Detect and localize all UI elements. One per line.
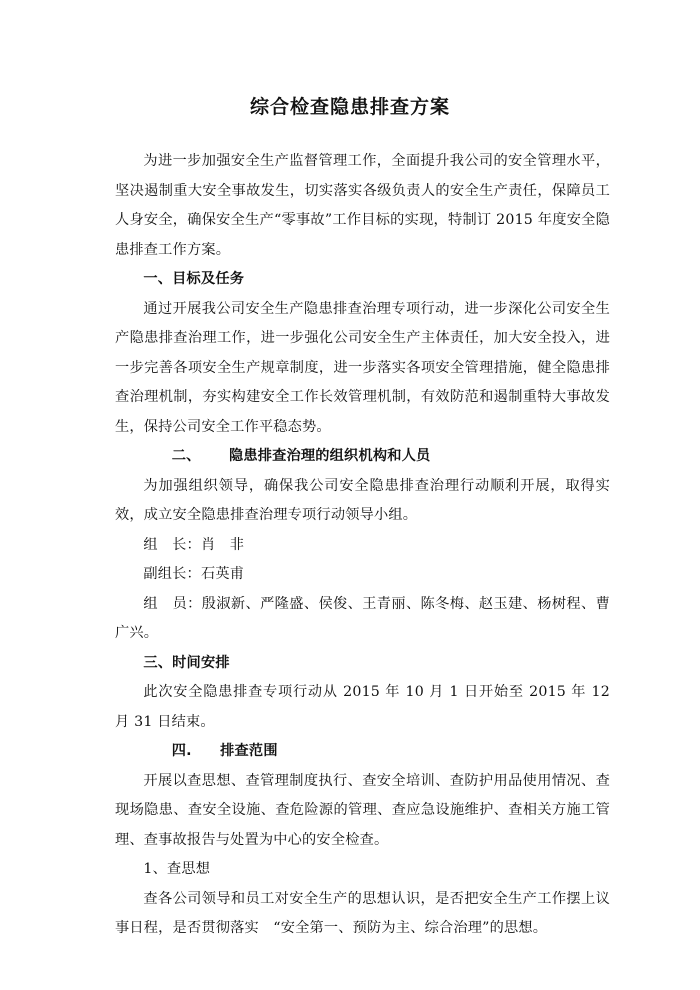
goals-paragraph: 通过开展我公司安全生产隐患排查治理专项行动，进一步深化公司安全生产隐患排查治理工作，进一步强化公司安全生产主体责任，加大安全投入，进一步完善各项安全生产规章制度，进一步落实各项安全管理措施，健全隐患排查治理机制，夯实构建安全工作长效管理机制，有效防范和遏制重特大事故发生，保持公司安全工作平稳态势。 [115, 300, 610, 435]
item-text-check-thinking: 查各公司领导和员工对安全生产的思想认识，是否把安全生产工作摆上议事日程，是否贯彻落实 “安全第一、预防为主、综合治理”的思想。 [115, 890, 610, 936]
section-number: 四. [171, 743, 192, 759]
section-heading-schedule: 三、时间安排 [143, 654, 230, 671]
section-number: 二、 [171, 448, 201, 464]
section-heading-scope [115, 737, 610, 767]
team-leader-line: 组 长：肖 非 [143, 536, 245, 553]
document-title: 综合检查隐患排查方案 [249, 96, 450, 118]
section-heading-goals: 一、目标及任务 [143, 271, 245, 287]
organization-paragraph: 为加强组织领导，确保我公司安全隐患排查治理行动顺利开展，取得实效，成立安全隐患排查治理专项行动领导小组。 [115, 477, 610, 523]
item-title-check-thinking: 1、查思想 [143, 861, 211, 877]
deputy-leader-line: 副组长：石英甫 [143, 566, 245, 582]
intro-paragraph: 为进一步加强安全生产监督管理工作，全面提升我公司的安全管理水平，坚决遏制重大安全事故发生，切实落实各级负责人的安全生产责任，保障员工人身安全，确保安全生产“零事故”工作目标的实现，特制订 2015 年度安全隐患排查工作方案。 [115, 153, 610, 258]
schedule-paragraph: 此次安全隐患排查专项行动从 2015 年 10 月 1 日开始至 2015 年 12 月 31 日结束。 [115, 684, 610, 730]
team-members-line: 组 员：殷淑新、严隆盛、侯俊、王青丽、陈冬梅、赵玉建、杨树程、曹广兴。 [115, 595, 610, 641]
section-heading-text: 隐患排查治理的组织机构和人员 [228, 448, 431, 464]
section-heading-organization [115, 442, 610, 472]
document-body [115, 147, 610, 944]
scope-paragraph: 开展以查思想、查管理制度执行、查安全培训、查防护用品使用情况、查现场隐患、查安全设施、查危险源的管理、查应急设施维护、查相关方施工管理、查事故报告与处置为中心的安全检查。 [115, 772, 610, 848]
section-heading-text: 排查范围 [220, 743, 278, 759]
